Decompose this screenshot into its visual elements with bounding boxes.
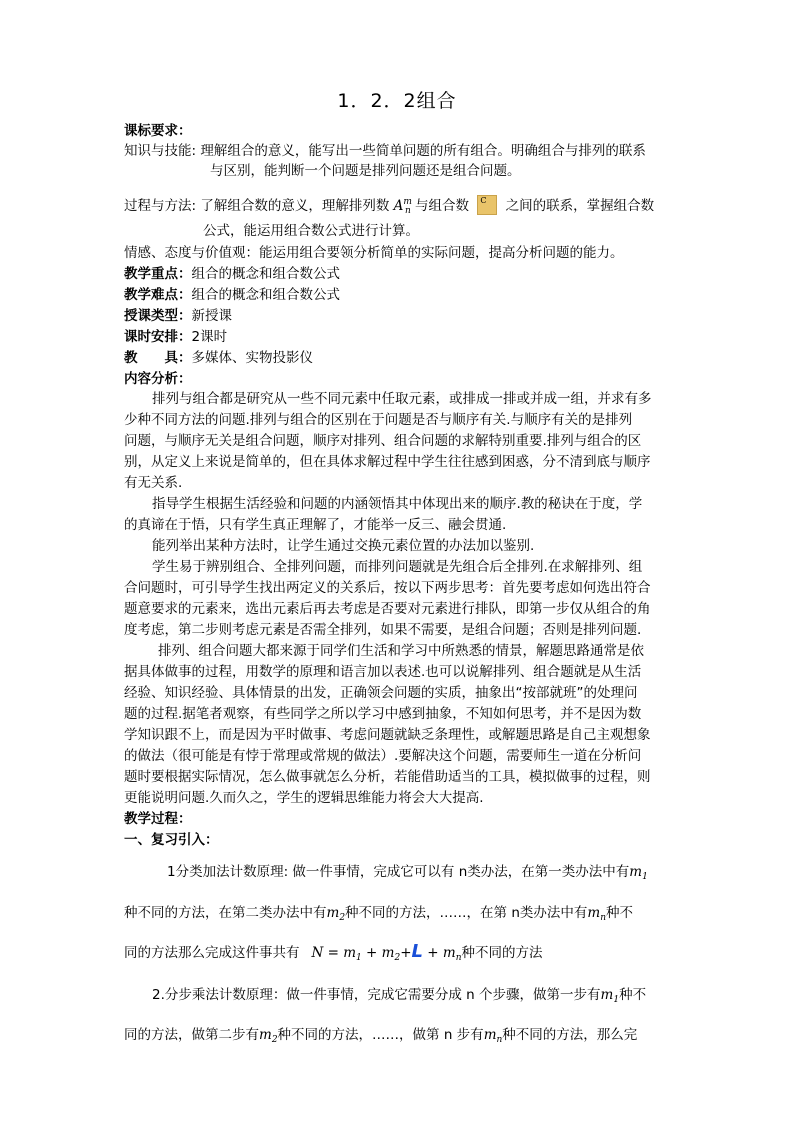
para1-line: 有无关系. bbox=[124, 475, 183, 491]
principle2-line-2: 同的方法，做第二步有$m_2$种不同的方法，……，做第 n 步有$m_n$种不同的方法，那么完 bbox=[124, 1027, 638, 1045]
knowledge-label: 知识与技能: bbox=[124, 143, 197, 159]
m1-symbol: $m_1$ bbox=[600, 987, 620, 1005]
review-heading: 一、复习引入： bbox=[124, 832, 219, 848]
objectives-heading: 课标要求： bbox=[124, 123, 192, 139]
process-text-1c: 之间的联系，掌握组合数 bbox=[501, 198, 655, 214]
knowledge-text-2: 与区别，能判断一个问题是排列问题还是组合问题。 bbox=[210, 163, 521, 179]
m2-symbol: $m_2$ bbox=[326, 905, 346, 923]
para5-line: 的做法（很可能是有悖于常理或常规的做法）.要解决这个问题，需要师生一道在分析问 bbox=[124, 748, 642, 764]
principle2-line-1: 2.分步乘法计数原理：做一件事情，完成它需要分成 n 个步骤，做第一步有$m_1$种不 bbox=[152, 987, 647, 1005]
para4-line: 度考虑，第二步则考虑元素是否需全排列，如果不需要，是组合问题；否则是排列问题. bbox=[124, 622, 642, 638]
combination-symbol-icon: C bbox=[477, 195, 497, 215]
knowledge-line-1 bbox=[124, 141, 646, 161]
process-text-2: 公式，能运用组合数公式进行计算。 bbox=[203, 223, 419, 239]
para1-line: 少种不同方法的问题.排列与组合的区别在于问题是否与顺序有关.与顺序有关的是排列 bbox=[124, 412, 633, 428]
para1-line: 排列与组合都是研究从一些不同元素中任取元素，或排成一排或并成一组，并求有多 bbox=[152, 391, 652, 407]
principle1-line-3: 同的方法那么完成这件事共有 $N = m_1 + m_2+L + m_n$种不同的方法 bbox=[124, 941, 543, 963]
process-text-1b: 与组合数 bbox=[410, 198, 474, 214]
process-text-1a: 了解组合数的意义，理解排列数 bbox=[196, 198, 394, 214]
class-type: 授课类型：新授课 bbox=[124, 308, 232, 324]
teaching-process-heading: 教学过程： bbox=[124, 811, 192, 827]
sum-formula: $N = m_1 + m_2+L + m_n$ bbox=[311, 941, 462, 963]
para2-line: 指导学生根据生活经验和问题的内涵领悟其中体现出来的顺序.教的秘诀在于度，学 bbox=[152, 496, 643, 512]
principle1-line-2: 种不同的方法，在第二类办法中有$m_2$种不同的方法，……，在第 n类办法中有$m_n$种不 bbox=[124, 905, 634, 923]
principle1-line-1: 1分类加法计数原理: 做一件事情，完成它可以有 n类办法，在第一类办法中有$m_1$ bbox=[167, 864, 648, 882]
key-points: 教学重点：组合的概念和组合数公式 bbox=[124, 266, 340, 282]
para3-line: 能列举出某种方法时，让学生通过交换元素位置的办法加以鉴别. bbox=[152, 538, 535, 554]
para2-line: 的真谛在于悟，只有学生真正理解了，才能举一反三、融会贯通. bbox=[124, 517, 507, 533]
para5-line: 排列、组合问题大都来源于同学们生活和学习中所熟悉的情景，解题思路通常是依 bbox=[158, 643, 644, 659]
schedule: 课时安排：2课时 bbox=[124, 329, 228, 345]
permutation-symbol: $A^m_n$ bbox=[393, 197, 412, 216]
para4-line: 题意要求的元素来，选出元素后再去考虑是否要对元素进行排队，即第一步仅从组合的角 bbox=[124, 601, 651, 617]
process-label: 过程与方法: bbox=[124, 198, 197, 214]
tools: 教 具：多媒体、实物投影仪 bbox=[124, 350, 313, 366]
m1-symbol: $m_1$ bbox=[629, 864, 648, 882]
para5-line: 题的过程.据笔者观察，有些同学之所以学习中感到抽象，不知如何思考，并不是因为数 bbox=[124, 706, 642, 722]
mn-symbol: $m_n$ bbox=[587, 905, 607, 923]
para5-line: 经验、知识经验、具体情景的出发，正确领会问题的实质，抽象出“按部就班”的处理问 bbox=[124, 685, 638, 701]
para1-line: 问题，与顺序无关是组合问题，顺序对排列、组合问题的求解特别重要.排列与组合的区 bbox=[124, 433, 642, 449]
m2-symbol: $m_2$ bbox=[259, 1027, 278, 1045]
knowledge-text-1: 理解组合的意义，能写出一些简单问题的所有组合。明确组合与排列的联系 bbox=[196, 143, 646, 159]
para1-line: 别，从定义上来说是简单的，但在具体求解过程中学生往往感到困惑，分不清到底与顺序 bbox=[124, 454, 651, 470]
mn-symbol: $m_n$ bbox=[483, 1027, 503, 1045]
process-line-1 bbox=[124, 192, 654, 221]
emotion-line: 情感、态度与价值观：能运用组合要领分析简单的实际问题，提高分析问题的能力。 bbox=[124, 245, 624, 261]
para5-line: 更能说明问题.久而久之，学生的逻辑思维能力将会大大提高. bbox=[124, 790, 484, 806]
para4-line: 合问题时，可引导学生找出两定义的关系后，按以下两步思考：首先要考虑如何选出符合 bbox=[124, 580, 651, 596]
content-heading: 内容分析： bbox=[124, 371, 192, 387]
para4-line: 学生易于辨别组合、全排列问题，而排列问题就是先组合后全排列.在求解排列、组 bbox=[152, 559, 643, 575]
para5-line: 题时要根据实际情况，怎么做事就怎么分析，若能借助适当的工具，模拟做事的过程，则 bbox=[124, 769, 651, 785]
page-title: 1．2．2组合 bbox=[337, 90, 457, 112]
para5-line: 学知识跟不上，而是因为平时做事、考虑问题就缺乏条理性，或解题思路是自己主观想象 bbox=[124, 727, 651, 743]
para5-line: 据具体做事的过程，用数学的原理和语言加以表述.也可以说解排列、组合题就是从生活 bbox=[124, 664, 642, 680]
difficulties: 教学难点：组合的概念和组合数公式 bbox=[124, 287, 340, 303]
